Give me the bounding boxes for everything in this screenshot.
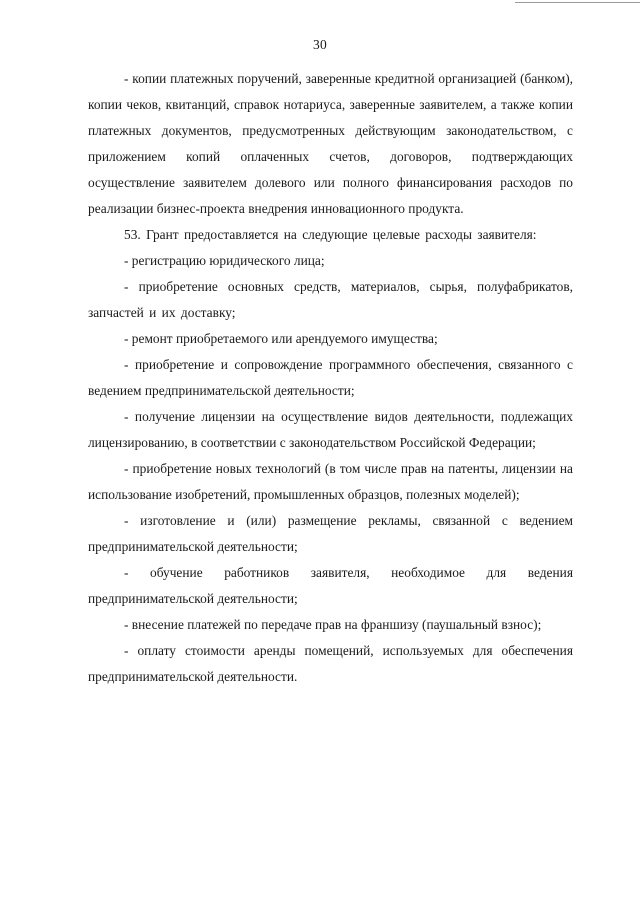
list-item-staff-training: - обучение работников заявителя, необходимое для ведения предпринимательской деятельности; — [88, 565, 573, 606]
paragraph-payment-documents: - копии платежных поручений, заверенные кредитной организацией (банком), копии чеков, квитанций, справок нотариуса, заверенные заявителем, а также копии платежных документов, предусмотренных действующим законодательством, с приложением копий оплаченных счетов, договоров, подтверждающих осуществление заявителем долевого или полного финансирования расходов по реализации бизнес-проекта внедрения инновационного продукта. — [88, 71, 573, 216]
body-text — [88, 66, 573, 690]
list-item-advertising: - изготовление и (или) размещение рекламы, связанной с ведением предпринимательской деятельности; — [88, 513, 573, 554]
list-item-franchise-payments: - внесение платежей по передаче прав на франшизу (паушальный взнос); — [124, 617, 542, 632]
list-item-premises-rent: - оплату стоимости аренды помещений, используемых для обеспечения предпринимательской деятельности. — [88, 643, 573, 684]
page-number: 30 — [313, 37, 327, 52]
list-item-fixed-assets: - приобретение основных средств, материалов, сырья, полуфабрикатов, запчастей и их доставку; — [88, 279, 573, 320]
list-item-license: - получение лицензии на осуществление видов деятельности, подлежащих лицензированию, в соответствии с законодательством Российской Федерации; — [88, 409, 573, 450]
top-edge-rule — [515, 2, 640, 3]
list-item-property-repair: - ремонт приобретаемого или арендуемого имущества; — [124, 331, 438, 346]
list-item-software: - приобретение и сопровождение программного обеспечения, связанного с ведением предпринимательской деятельности; — [88, 357, 573, 398]
paragraph-53-grant-purposes: 53. Грант предоставляется на следующие целевые расходы заявителя: — [124, 227, 537, 242]
list-item-new-technologies: - приобретение новых технологий (в том числе прав на патенты, лицензии на использование изобретений, промышленных образцов, полезных моделей); — [88, 461, 573, 502]
list-item-legal-entity-registration: - регистрацию юридического лица; — [124, 253, 325, 268]
